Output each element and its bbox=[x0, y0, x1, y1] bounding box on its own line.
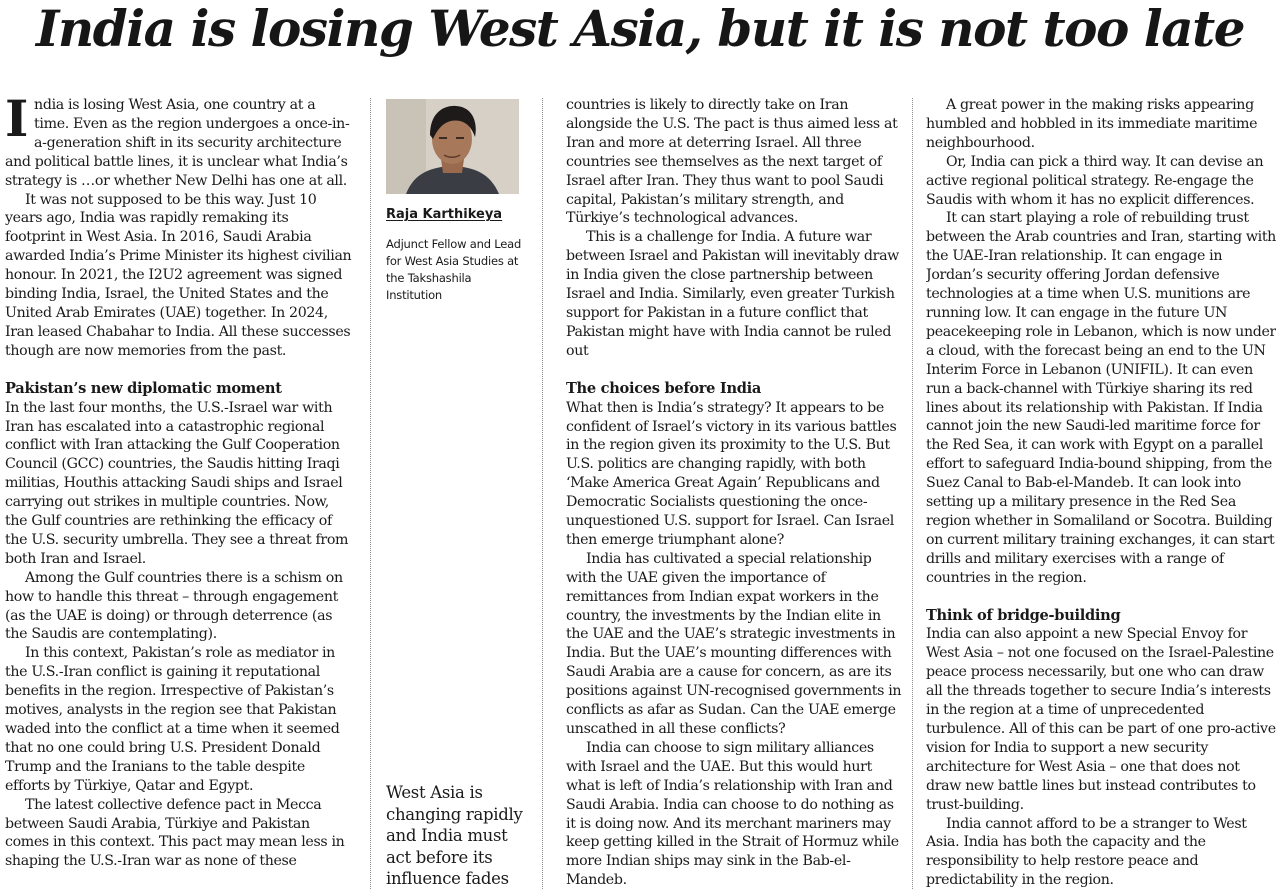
paragraph: India can choose to sign military alliances with Israel and the UAE. But this would hurt what is left of India’s relationship with Iran and Saudi Arabia. India can choose to do nothing as it is doing now. And its merchant mariners may keep getting killed in the Strait of Hormuz while more Indian ships may sink in the Bab-el-Mandeb. bbox=[566, 739, 899, 889]
author-bio: Adjunct Fellow and Lead for West Asia Studies at the Takshashila Institution bbox=[386, 237, 522, 302]
section-heading-choices: The choices before India bbox=[566, 379, 762, 397]
section-heading-bridge-building: Think of bridge-building bbox=[926, 606, 1121, 624]
column-divider bbox=[542, 98, 543, 889]
author-photo bbox=[386, 99, 519, 194]
paragraph: Or, India can pick a third way. It can devise an active regional political strategy. Re-engage the Saudis with whom it has no explicit differences. bbox=[926, 153, 1264, 208]
section-heading-pakistan: Pakistan’s new diplomatic moment bbox=[5, 379, 282, 397]
drop-cap: I bbox=[5, 96, 29, 148]
pull-quote: West Asia is changing rapidly and India must act before its influence fades bbox=[386, 783, 523, 888]
intro-text: ndia is losing West Asia, one country at a time. Even as the region undergoes a once-in-a-generation shift in its security architecture and political battle lines, it is unclear what India’s strategy is …or whether New Delhi has one at all. bbox=[5, 97, 350, 189]
paragraph: India can also appoint a new Special Envoy for West Asia – not one focused on the Israel-Palestine peace process necessarily, but one who can draw all the threads together to secure India’s interests in the region at a time of unprecedented turbulence. All of this can be part of one pro-active vision for India to support a new security architecture for West Asia – one that does not draw new battle lines but instead contributes to trust-building. bbox=[926, 626, 1276, 813]
article-column-1 bbox=[5, 96, 352, 889]
headline: India is losing West Asia, but it is not too late bbox=[35, 0, 1245, 58]
author-portrait-icon bbox=[386, 99, 519, 194]
column-divider bbox=[912, 98, 913, 889]
paragraph: What then is India’s strategy? It appears to be confident of Israel’s victory in its various battles in the region given its proximity to the U.S. But U.S. politics are changing rapidly, with both ‘Make America Great Again’ Republicans and Democratic Socialists questioning the once-unquestioned U.S. support for Israel. Can Israel then emerge triumphant alone? bbox=[566, 399, 897, 548]
paragraph: It can start playing a role of rebuilding trust between the Arab countries and Iran, starting with the UAE-Iran relationship. It can engage in Jordan’s security offering Jordan defensive technologies at a time when U.S. munitions are running low. It can engage in the future UN peacekeeping role in Lebanon, which is now under a cloud, with the forecast being an end to the UN Interim Force in Lebanon (UNIFIL). It can even run a back-channel with Türkiye sharing its red lines about its relationship with Pakistan. If India cannot join the new Saudi-led maritime force for the Red Sea, it can work with Egypt on a parallel effort to safeguard India-bound shipping, from the Suez Canal to Bab-el-Mandeb. It can look into setting up a military presence in the Red Sea region whether in Somaliland or Socotra. Building on current military training exchanges, it can start drills and military exercises with a range of countries in the region. bbox=[926, 210, 1276, 586]
paragraph: Among the Gulf countries there is a schism on how to handle this threat – through engagement (as the UAE is doing) or through deterrence (as the Saudis are contemplating). bbox=[5, 569, 343, 643]
column-divider bbox=[370, 98, 371, 889]
paragraph: countries is likely to directly take on Iran alongside the U.S. The pact is thus aimed less at Iran and more at deterring Israel. All three countries see themselves as the next target of Israel after Iran. They thus want to pool Saudi capital, Pakistan’s military strength, and Türkiye’s technological advances. bbox=[566, 97, 898, 227]
paragraph: India has cultivated a special relationship with the UAE given the importance of remittances from Indian expat workers in the country, the investments by the Indian elite in the UAE and the UAE’s strategic investments in India. But the UAE’s mounting differences with Saudi Arabia are a cause for concern, as are its positions against UN-recognised governments in conflicts as afar as Sudan. Can the UAE emerge unscathed in all these conflicts? bbox=[566, 550, 902, 737]
paragraph: It was not supposed to be this way. Just 10 years ago, India was rapidly remaking its footprint in West Asia. In 2016, Saudi Arabia awarded India’s Prime Minister its highest civilian honour. In 2021, the I2U2 agreement was signed binding India, Israel, the United States and the United Arab Emirates (UAE) together. In 2024, Iran leased Chabahar to India. All these successes though are now memories from the past. bbox=[5, 191, 352, 359]
article-column-3 bbox=[566, 96, 902, 889]
paragraph: In the last four months, the U.S.-Israel war with Iran has escalated into a catastrophic regional conflict with Iran attacking the Gulf Cooperation Council (GCC) countries, the Saudis hitting Iraqi militias, Houthis attacking Saudi ships and Israel carrying out strikes in multiple countries. Now, the Gulf countries are rethinking the efficacy of the U.S. security umbrella. They see a threat from both Iran and Israel. bbox=[5, 399, 349, 567]
article-column-4 bbox=[926, 96, 1276, 889]
paragraph: In this context, Pakistan’s role as mediator in the U.S.-Iran conflict is gaining it reputational benefits in the region. Irrespective of Pakistan’s motives, analysts in the region see that Pakistan waded into the conflict at a time when it seemed that no one could bring U.S. President Donald Trump and the Iranians to the table despite efforts by Türkiye, Qatar and Egypt. bbox=[5, 645, 340, 794]
paragraph: The latest collective defence pact in Mecca between Saudi Arabia, Türkiye and Pakistan comes in this context. This pact may mean less in shaping the U.S.-Iran war as none of these bbox=[5, 796, 345, 870]
paragraph: This is a challenge for India. A future war between Israel and Pakistan will inevitably draw in India given the close partnership between Israel and India. Similarly, even greater Turkish support for Pakistan in a future conflict that Pakistan might have with India cannot be ruled out bbox=[566, 229, 899, 359]
author-name[interactable]: Raja Karthikeya bbox=[386, 207, 503, 222]
paragraph: A great power in the making risks appearing humbled and hobbled in its immediate maritime neighbourhood. bbox=[926, 97, 1258, 151]
paragraph: India cannot afford to be a stranger to West Asia. India has both the capacity and the responsibility to help restore peace and predictability in the region. bbox=[926, 815, 1247, 889]
paragraph-intro bbox=[5, 96, 352, 191]
